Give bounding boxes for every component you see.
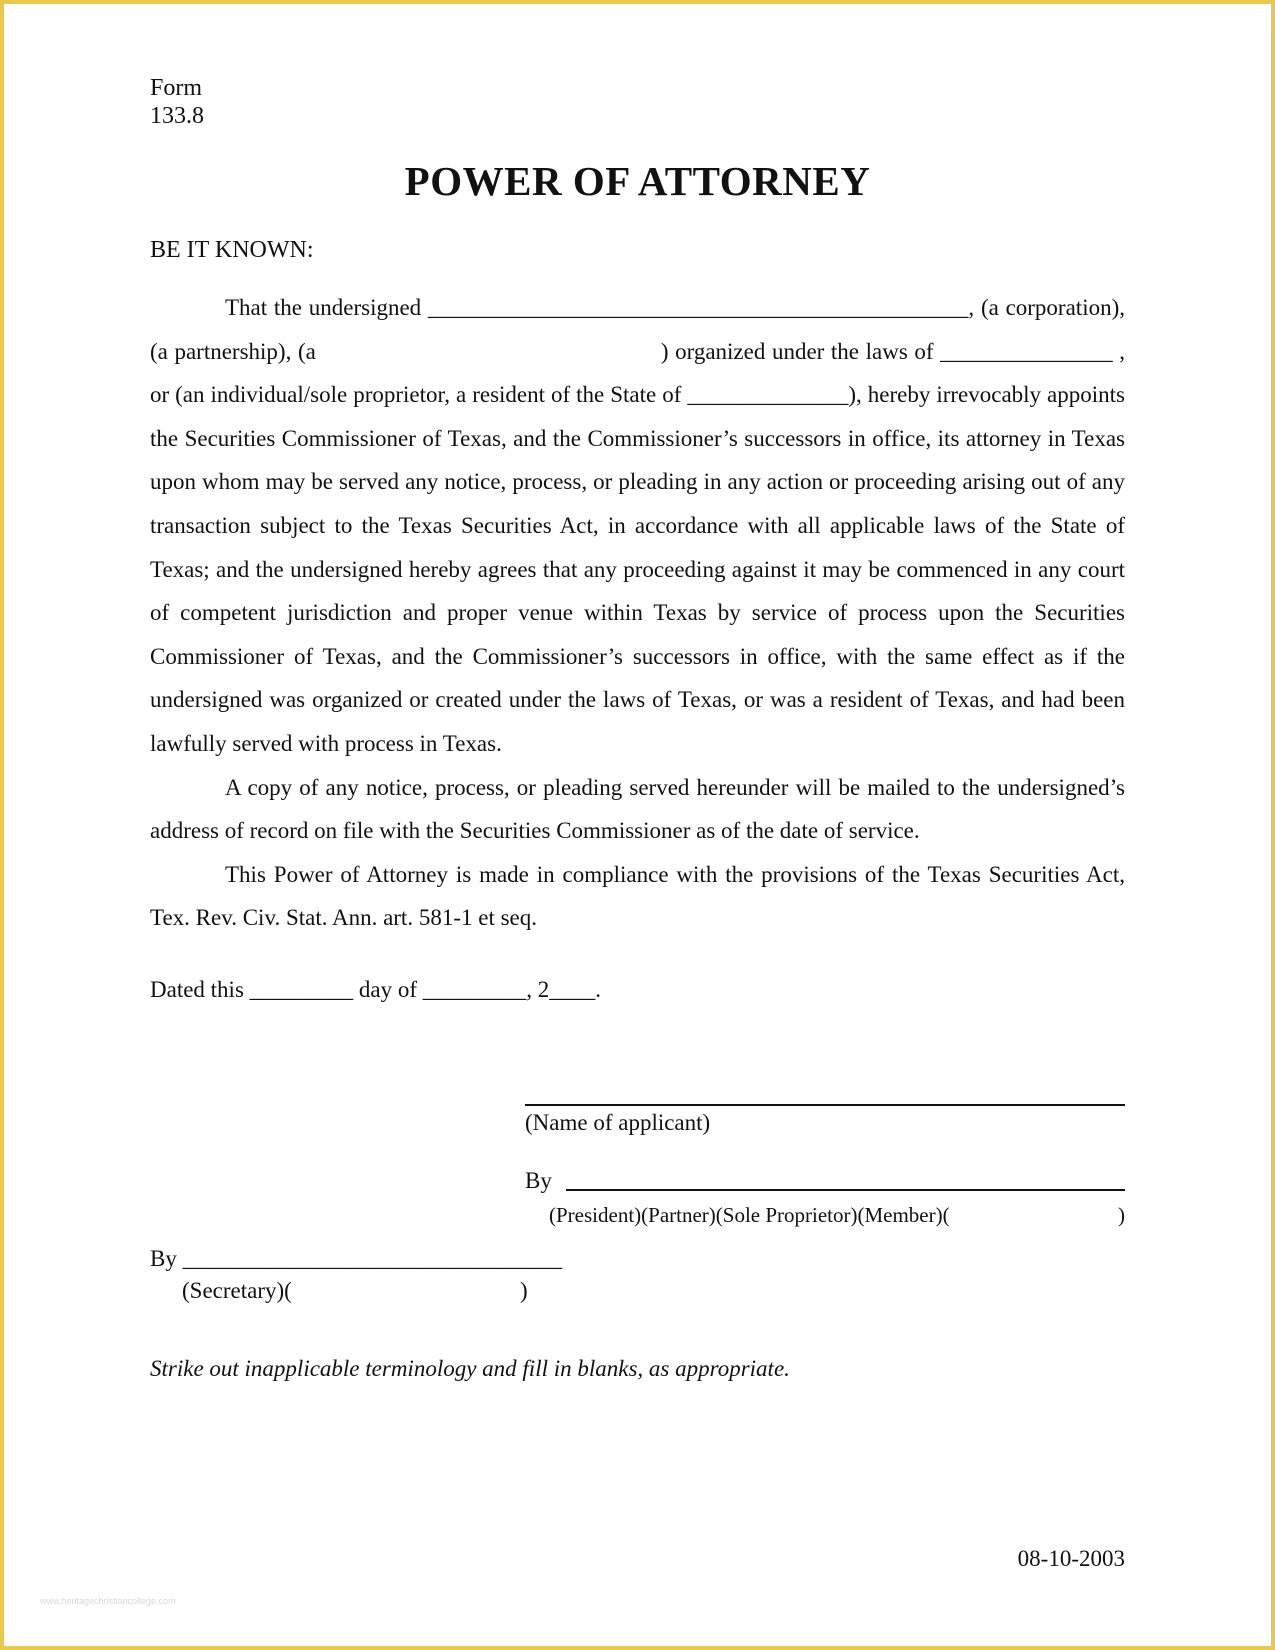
applicant-name-line[interactable]: [525, 1104, 1125, 1106]
signer-title-options: [525, 1202, 1125, 1228]
applicant-name-label: (Name of applicant): [525, 1110, 711, 1135]
revision-date: 08-10-2003: [1017, 1546, 1125, 1571]
document-page: [150, 74, 1125, 1571]
paragraph-mailing: A copy of any notice, process, or pleading served hereunder will be mailed to the undersigned’s address of record on file with the Securities Commissioner as of the date of service.: [150, 774, 1125, 844]
appointment-part-2: ) organized under the laws of _______________ , or (an individual/sole proprietor, a resident of the State of ______________), hereby irrevocably appoints the Securities Commissioner of Texas, and the Commissioner’s successors in office, its attorney in Texas upon whom may be served any notice, process, or pleading in any action or proceeding arising out of any transaction subject to the Texas Securities Act, in accordance with all applicable laws of the State of Texas; and the undersigned hereby agrees that any proceeding against it may be commenced in any court of competent jurisdiction and proper venue within Texas by service of process upon the Securities Commissioner of Texas, and the Commissioner’s successors in office, with the same effect as if the undersigned was organized or created under the laws of Texas, or was a resident of Texas, and had been lawfully served with process in Texas.: [150, 338, 1125, 756]
signer-titles-close: ): [1118, 1203, 1125, 1227]
instruction-note: Strike out inapplicable terminology and fill in blanks, as appropriate.: [150, 1356, 790, 1381]
form-number: 133.8: [150, 103, 204, 129]
intro-heading: BE IT KNOWN:: [150, 237, 314, 263]
paragraph-appointment: [150, 286, 1125, 766]
by-signature-line[interactable]: [566, 1189, 1125, 1191]
secretary-titles-close: ): [520, 1278, 528, 1303]
body-paragraphs: [150, 286, 1125, 940]
form-label: Form: [150, 75, 203, 101]
dated-line: Dated this _________ day of _________, 2____.: [150, 976, 602, 1002]
secretary-signature-block: [150, 1244, 600, 1306]
secretary-by-line[interactable]: By _________________________________: [150, 1246, 563, 1271]
applicant-signature-block: [525, 1104, 1125, 1228]
appointment-part-1: That the undersigned _______________________________________________, (a corporation), (a partnership), (a: [150, 295, 1125, 364]
secretary-title-options: [150, 1276, 600, 1306]
secretary-titles: (Secretary)(: [182, 1278, 292, 1303]
by-label: By: [525, 1168, 552, 1193]
signer-titles: (President)(Partner)(Sole Proprietor)(Member)(: [549, 1203, 950, 1227]
by-signature-row: [525, 1162, 1125, 1198]
paragraph-compliance: This Power of Attorney is made in compliance with the provisions of the Texas Securities Act, Tex. Rev. Civ. Stat. Ann. art. 581-1 et seq.: [150, 861, 1125, 931]
watermark: www.heritagechristiancollege.com: [40, 1596, 176, 1606]
document-title: POWER OF ATTORNEY: [404, 158, 871, 204]
